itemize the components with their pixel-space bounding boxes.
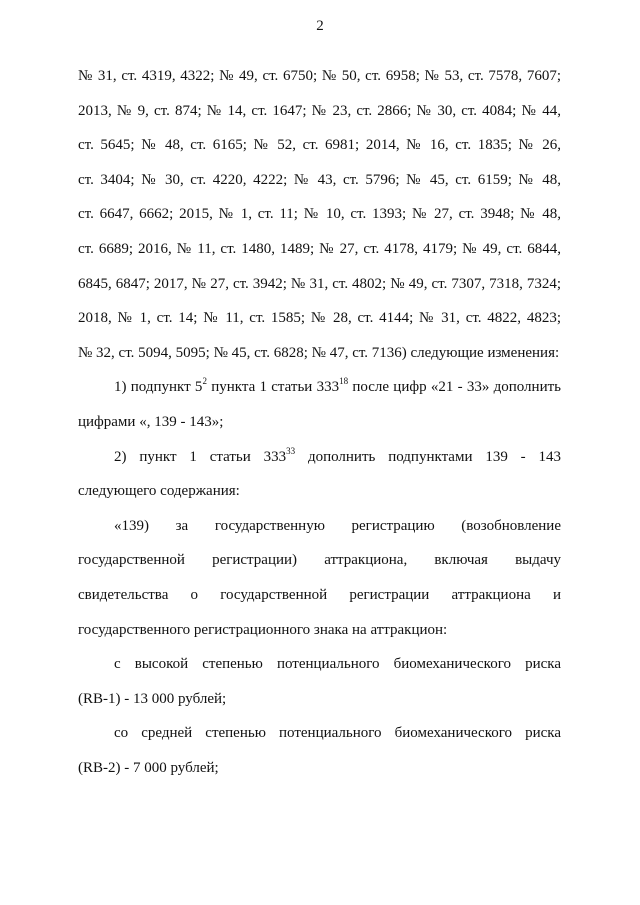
document-body — [78, 59, 561, 785]
text-line: следующего содержания: — [78, 483, 240, 500]
text-part: пункта 1 статьи 333 — [206, 379, 340, 396]
text-line: № 31, ст. 4319, 4322; № 49, ст. 6750; № 50, ст. 6958; № 53, ст. 7578, 7607; — [78, 68, 561, 84]
text-line: 6845, 6847; 2017, № 27, ст. 3942; № 31, ст. 4802; № 49, ст. 7307, 7318, 7324; — [78, 275, 561, 292]
text-line: ст. 3404; № 30, ст. 4220, 4222; № 43, ст. 5796; № 45, ст. 6159; № 48, — [78, 171, 561, 188]
text-line: со средней степенью потенциального биомеханического риска — [114, 725, 561, 742]
text-line: «139) за государственную регистрацию (возобновление — [114, 517, 561, 534]
text-line: 2013, № 9, ст. 874; № 14, ст. 1647; № 23, ст. 2866; № 30, ст. 4084; № 44, — [78, 102, 561, 119]
text-line: цифрами «, 139 - 143»; — [78, 413, 224, 430]
text-line: ст. 5645; № 48, ст. 6165; № 52, ст. 6981; 2014, № 16, ст. 1835; № 26, — [78, 137, 561, 154]
superscript: 18 — [339, 376, 349, 387]
text-part: после цифр «21 - 33» дополнить — [348, 379, 561, 396]
text-line: с высокой степенью потенциального биомеханического риска — [114, 656, 561, 673]
text-part: 1) подпункт 5 — [114, 379, 203, 396]
text-line: 2018, № 1, ст. 14; № 11, ст. 1585; № 28, ст. 4144; № 31, ст. 4822, 4823; — [78, 310, 561, 327]
text-line-item-1 — [78, 370, 561, 405]
text-line-item-2 — [78, 440, 561, 475]
text-line: государственной регистрации) аттракциона, включая выдачу — [78, 552, 561, 569]
text-line: ст. 6647, 6662; 2015, № 1, ст. 11; № 10, ст. 1393; № 27, ст. 3948; № 48, — [78, 206, 561, 223]
text-line: (RB-1) - 13 000 рублей; — [78, 690, 227, 707]
text-line: ст. 6689; 2016, № 11, ст. 1480, 1489; № 27, ст. 4178, 4179; № 49, ст. 6844, — [78, 240, 561, 257]
text-line: (RB-2) - 7 000 рублей; — [78, 759, 219, 776]
text-line: государственного регистрационного знака на аттракцион: — [78, 621, 448, 638]
text-line: № 32, ст. 5094, 5095; № 45, ст. 6828; № 47, ст. 7136) следующие изменения: — [78, 344, 560, 361]
superscript: 33 — [286, 445, 296, 456]
text-part: 2) пункт 1 статьи 333 — [114, 448, 287, 465]
page-number: 2 — [316, 18, 324, 34]
text-part: дополнить подпунктами 139 - 143 — [295, 448, 561, 465]
text-line: свидетельства о государственной регистрации аттракциона и — [78, 586, 561, 603]
superscript: 2 — [202, 376, 207, 387]
